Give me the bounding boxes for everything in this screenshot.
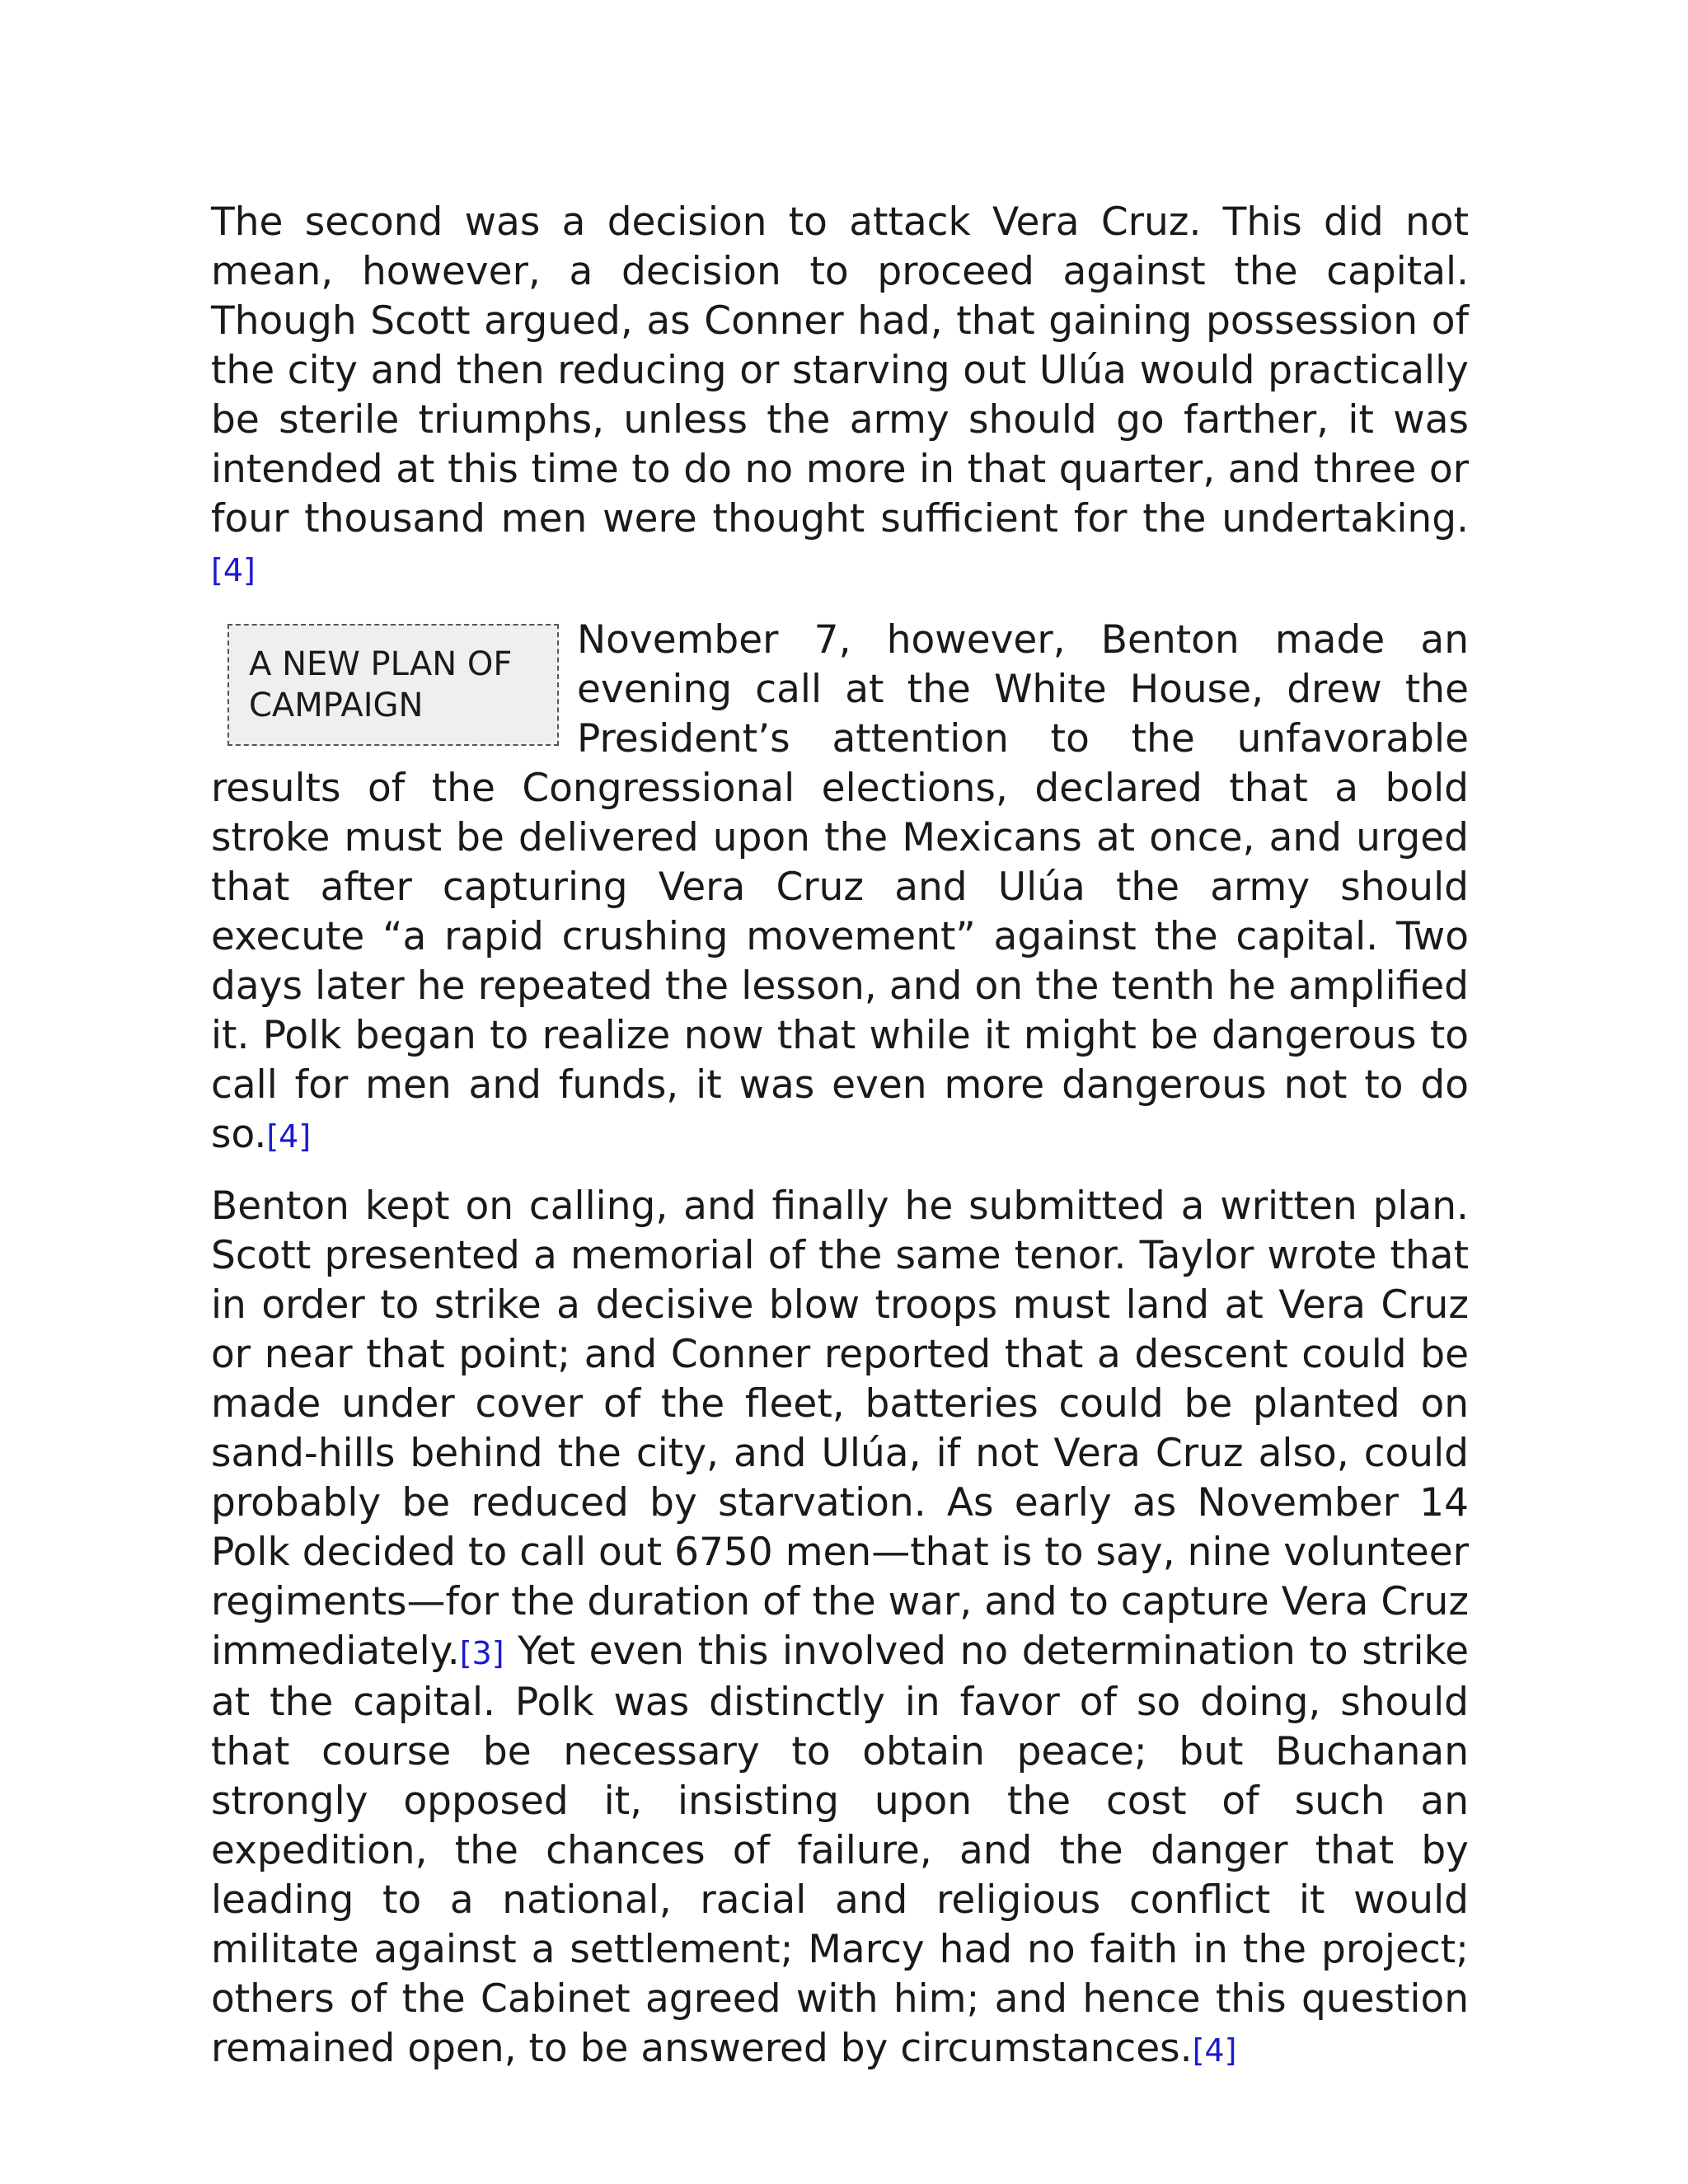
footnote-link[interactable]: [3] [459,1635,504,1671]
document-page [211,198,1469,2096]
paragraph-2 [211,616,1469,1161]
footnote-link[interactable]: [4] [211,552,256,588]
paragraph-text: November 7, however, Benton made an evening call at the White House, drew the President’s attention to the unfavorable results of the Congressional elections, declared that a bold stroke must be delivered upon the Mexicans at once, and urged that after capturing Vera Cruz and Ulúa the army should execute “a rapid crushing movement” against the capital. Two days later he repeated the lesson, and on the tenth he amplified it. Polk began to realize now that while it might be dangerous to call for men and funds, it was even more dangerous not to do so. [211,617,1469,1157]
sidenote-line: CAMPAIGN [249,687,424,724]
footnote-link[interactable]: [4] [1192,2032,1237,2069]
paragraph-text: Benton kept on calling, and finally he submitted a written plan. Scott presented a memorial of the same tenor. Taylor wrote that in order to strike a decisive blow troops must land at Vera Cruz or near that point; and Conner reported that a descent could be made under cover of the fleet, batteries could be planted on sand-hills behind the city, and Ulúa, if not Vera Cruz also, could probably be reduced by starvation. As early as November 14 Polk decided to call out 6750 men—that is to say, nine volunteer regiments—for the duration of the war, and to capture Vera Cruz immediately. [211,1183,1469,1674]
paragraph-text: The second was a decision to attack Vera Cruz. This did not mean, however, a decision to proceed against the capital. Though Scott argued, as Conner had, that gaining possession of the city and then reducing or starving out Ulúa would practically be sterile triumphs, unless the army should go farther, it was intended at this time to do no more in that quarter, and three or four thousand men were thought sufficient for the undertaking. [211,199,1469,541]
sidenote-box [227,624,559,746]
paragraph-3 [211,1182,1469,2075]
paragraph-text: Yet even this involved no determination to strike at the capital. Polk was distinctly in favor of so doing, should that course be necessary to obtain peace; but Buchanan strongly opposed it, insisting upon the cost of such an expedition, the chances of failure, and the danger that by leading to a national, racial and religious conflict it would militate against a settlement; Marcy had no faith in the project; others of the Cabinet agreed with him; and hence this question remained open, to be answered by circumstances. [211,1629,1469,2071]
paragraph-1 [211,198,1469,595]
footnote-link[interactable]: [4] [266,1118,312,1155]
sidenote-line: A NEW PLAN OF [249,645,513,683]
